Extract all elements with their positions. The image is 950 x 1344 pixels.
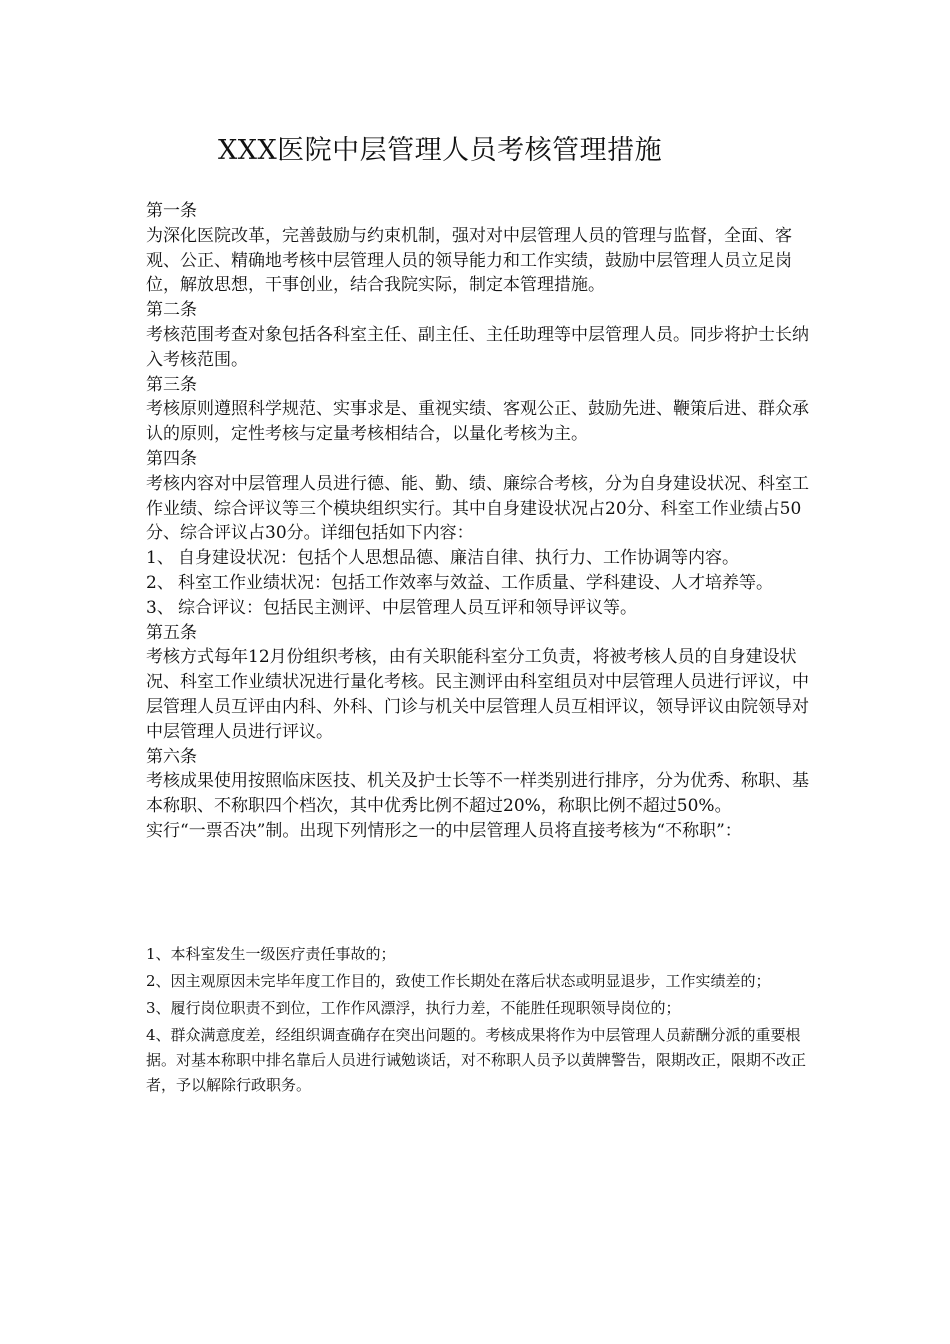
veto-condition-1: 1、本科室发生一级医疗责任事故的；: [146, 945, 396, 963]
article-6-text: 考核成果使用按照临床医技、机关及护士长等不一样类别进行排序，分为优秀、称职、基本称职、不称职四个档次，其中优秀比例不超过20%，称职比例不超过50%。: [146, 771, 809, 817]
article-1-text: 为深化医院改革，完善鼓励与约束机制，强对对中层管理人员的管理与监督，全面、客观、公正、精确地考核中层管理人员的领导能力和工作实绩，鼓励中层管理人员立足岗位，解放思想，干事创业，结合我院实际，制定本管理措施。: [146, 225, 792, 296]
list-number: 3、: [146, 597, 174, 618]
veto-rule-text: 实行“一票否决”制。出现下列情形之一的中层管理人员将直接考核为“不称职”：: [146, 820, 742, 841]
veto-conditions-list: [146, 942, 816, 1100]
document-body: [146, 199, 816, 844]
list-item-text: 综合评议：包括民主测评、中层管理人员互评和领导评议等。: [178, 597, 637, 618]
article-4-heading: 第四条: [146, 448, 197, 469]
veto-condition-2: 2、因主观原因未完毕年度工作目的，致使工作长期处在落后状态或明显退步，工作实绩差的；: [146, 972, 771, 990]
list-item-text: 自身建设状况：包括个人思想品德、廉洁自律、执行力、工作协调等内容。: [178, 548, 739, 569]
article-3-heading: 第三条: [146, 374, 197, 395]
article-3-text: 考核原则遵照科学规范、实事求是、重视实绩、客观公正、鼓励先进、鞭策后进、群众承认的原则，定性考核与定量考核相结合，以量化考核为主。: [146, 399, 809, 445]
list-number: 1、: [146, 548, 174, 569]
article-4-text: 考核内容对中层管理人员进行德、能、勤、绩、廉综合考核，分为自身建设状况、科室工作业绩、综合评议等三个模块组织实行。其中自身建设状况占20分、科室工作业绩占50分、综合评议占30分。详细包括如下内容：: [146, 473, 809, 544]
list-item-text: 科室工作业绩状况：包括工作效率与效益、工作质量、学科建设、人才培养等。: [178, 572, 773, 593]
article-5-text: 考核方式每年12月份组织考核，由有关职能科室分工负责，将被考核人员的自身建设状况、科室工作业绩状况进行量化考核。民主测评由科室组员对中层管理人员进行评议，中层管理人员互评由内科、外科、门诊与机关中层管理人员互相评议，领导评议由院领导对中层管理人员进行评议。: [146, 647, 809, 742]
veto-condition-3: 3、履行岗位职责不到位，工作作风漂浮，执行力差，不能胜任现职领导岗位的；: [146, 999, 681, 1017]
article-4-item-2: [146, 571, 816, 596]
veto-condition-4: 4、群众满意度差，经组织调查确存在突出问题的。考核成果将作为中层管理人员薪酬分派的重要根据。对基本称职中排名靠后人员进行诫勉谈话，对不称职人员予以黄牌警告，限期改正，限期不改正者，予以解除行政职务。: [146, 1026, 807, 1094]
document-title: XXX医院中层管理人员考核管理措施: [218, 135, 663, 166]
list-number: 2、: [146, 572, 174, 593]
article-4-item-1: [146, 546, 816, 571]
article-1-heading: 第一条: [146, 201, 197, 221]
article-2-text: 考核范围考查对象包括各科室主任、副主任、主任助理等中层管理人员。同步将护士长纳入考核范围。: [146, 324, 809, 370]
article-2-heading: 第二条: [146, 300, 197, 321]
article-6-heading: 第六条: [146, 746, 197, 767]
article-4-item-3: [146, 596, 816, 621]
article-5-heading: 第五条: [146, 622, 197, 643]
